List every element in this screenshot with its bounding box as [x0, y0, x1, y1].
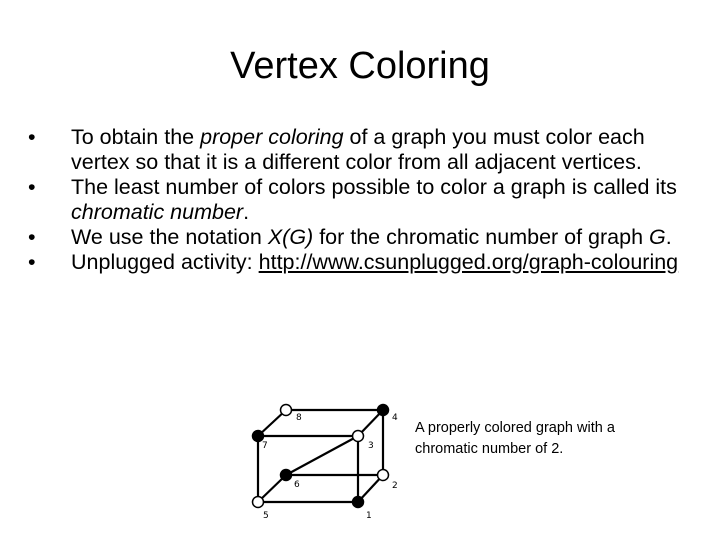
graph-vertex-8 [281, 405, 292, 416]
bullet-1-text-end: of a graph you must color each vertex so that it is a different color from all adjacent vertices. [71, 125, 645, 174]
proper-coloring-term: proper coloring [200, 125, 344, 149]
bullet-item [28, 225, 688, 250]
notation-term: X(G) [267, 225, 314, 249]
graph-vertex-5 [253, 497, 264, 508]
graph-g-term: G [649, 225, 666, 249]
graph-vertex-1 [353, 497, 364, 508]
csunplugged-link[interactable]: http://www.csunplugged.org/graph-colouring [258, 250, 679, 274]
graph-vertex-3 [353, 431, 364, 442]
figure-caption: A properly colored graph with a chromatic number of 2. [415, 420, 615, 457]
graph-vertex-label-1: 1 [366, 511, 372, 521]
graph-vertex-label-5: 5 [263, 511, 269, 521]
graph-vertex-label-7: 7 [262, 441, 268, 451]
graph-vertex-label-6: 6 [294, 480, 300, 490]
cube-graph-figure [246, 398, 406, 524]
bullet-3-text-end: . [665, 225, 672, 249]
bullet-item [28, 175, 688, 225]
bullet-3-text: We use the notation [71, 225, 268, 249]
bullet-item [28, 250, 688, 275]
chromatic-number-term: chromatic number [71, 200, 244, 224]
slide-title: Vertex Coloring [230, 45, 490, 87]
bullet-dot: • [28, 250, 36, 274]
graph-vertex-label-4: 4 [392, 413, 398, 423]
bullet-2-text-end: . [243, 200, 250, 224]
bullet-3-text-mid: for the chromatic number of graph [313, 225, 650, 249]
bullet-item [28, 125, 688, 175]
bullet-list [28, 125, 688, 275]
graph-vertex-7 [253, 431, 264, 442]
bullet-dot: • [28, 175, 36, 199]
bullet-dot: • [28, 225, 36, 249]
bullet-dot: • [28, 125, 36, 149]
graph-vertex-label-8: 8 [296, 413, 302, 423]
bullet-2-text: The least number of colors possible to color a graph is called its [71, 175, 677, 199]
graph-vertex-2 [378, 470, 389, 481]
graph-edge-6-3 [286, 436, 358, 475]
cube-graph [246, 398, 406, 524]
graph-vertex-4 [378, 405, 389, 416]
graph-vertex-6 [281, 470, 292, 481]
bullet-4-text: Unplugged activity: [71, 250, 259, 274]
graph-vertex-label-3: 3 [368, 441, 374, 451]
graph-vertex-label-2: 2 [392, 481, 398, 491]
bullet-1-text: To obtain the [71, 125, 201, 149]
